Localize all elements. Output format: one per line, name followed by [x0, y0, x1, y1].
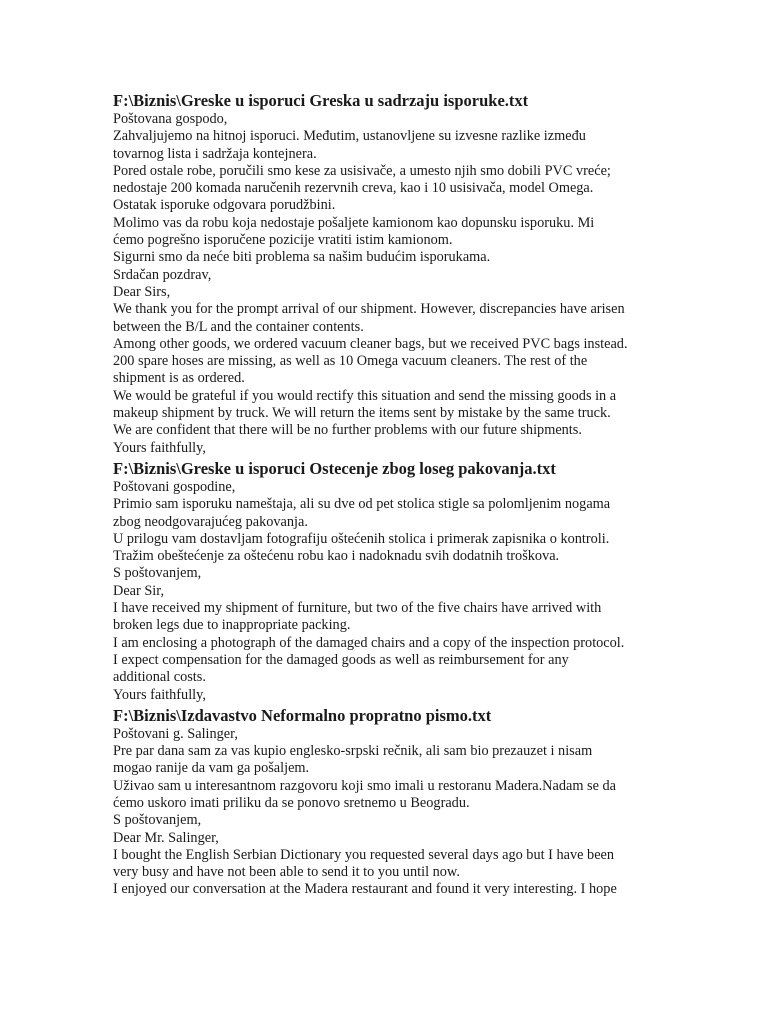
document-section-cover-letter [113, 706, 658, 899]
text-line: I have received my shipment of furniture, but two of the five chairs have arrived with [113, 600, 602, 617]
text-line: ćemo pogrešno isporučene pozicije vratiti istim kamionom. [113, 232, 453, 249]
text-line: additional costs. [113, 669, 206, 686]
text-line: Molimo vas da robu koja nedostaje pošaljete kamionom kao dopunsku isporuku. Mi [113, 214, 595, 231]
text-line: Yours faithfully, [113, 439, 206, 456]
document-section-packaging-damage [113, 459, 658, 704]
text-line: very busy and have not been able to send it to you until now. [113, 864, 460, 881]
text-line: We would be grateful if you would rectify this situation and send the missing goods in a [113, 387, 617, 404]
text-line: Pored ostale robe, poručili smo kese za usisivače, a umesto njih smo dobili PVC vreće; [113, 162, 611, 179]
text-line: Ostatak isporuke odgovara porudžbini. [113, 197, 336, 214]
text-line: makeup shipment by truck. We will return the items sent by mistake by the same truck. [113, 405, 611, 422]
file-heading: F:\Biznis\Greske u isporuci Greska u sadrzaju isporuke.txt [113, 91, 529, 110]
text-line: between the B/L and the container contents. [113, 318, 364, 335]
text-line: I bought the English Serbian Dictionary you requested several days ago but I have been [113, 846, 615, 863]
text-line: U prilogu vam dostavljam fotografiju oštećenih stolica i primerak zapisnika o kontroli. [113, 530, 610, 547]
text-line: Sigurni smo da neće biti problema sa našim budućim isporukama. [113, 249, 491, 266]
text-line: Poštovani gospodine, [113, 478, 236, 495]
file-heading: F:\Biznis\Greske u isporuci Ostecenje zbog loseg pakovanja.txt [113, 458, 556, 478]
text-line: Dear Mr. Salinger, [113, 829, 219, 846]
text-line: We thank you for the prompt arrival of our shipment. However, discrepancies have arisen [113, 301, 625, 318]
text-line: Yours faithfully, [113, 686, 206, 703]
text-line: tovarnog lista i sadržaja kontejnera. [113, 145, 317, 162]
text-line: shipment is as ordered. [113, 370, 245, 387]
text-line: We are confident that there will be no further problems with our future shipments. [113, 422, 582, 439]
text-line: I expect compensation for the damaged goods as well as reimbursement for any [113, 651, 569, 668]
text-line: Uživao sam u interesantnom razgovoru koji smo imali u restoranu Madera.Nadam se da [113, 777, 617, 794]
text-line: I am enclosing a photograph of the damaged chairs and a copy of the inspection protocol. [113, 634, 625, 651]
file-heading: F:\Biznis\Izdavastvo Neformalno propratno pismo.txt [113, 705, 492, 725]
text-line: Tražim obeštećenje za oštećenu robu kao i nadoknadu svih dodatnih troškova. [113, 548, 560, 565]
text-line: Srdačan pozdrav, [113, 266, 212, 283]
text-line: Pre par dana sam za vas kupio englesko-srpski rečnik, ali sam bio prezauzet i nisam [113, 743, 593, 760]
text-line: 200 spare hoses are missing, as well as 10 Omega vacuum cleaners. The rest of the [113, 353, 588, 370]
text-line: Primio sam isporuku nameštaja, ali su dve od pet stolica stigle sa polomljenim nogama [113, 496, 611, 513]
text-line: mogao ranije da vam ga pošaljem. [113, 760, 310, 777]
document-section-delivery-error [113, 91, 658, 457]
document-page [113, 91, 658, 899]
text-line: zbog neodgovarajućeg pakovanja. [113, 513, 308, 530]
text-line: Among other goods, we ordered vacuum cleaner bags, but we received PVC bags instead. [113, 335, 628, 352]
text-line: S poštovanjem, [113, 812, 202, 829]
text-line: Zahvaljujemo na hitnoj isporuci. Međutim, ustanovljene su izvesne razlike između [113, 128, 586, 145]
text-line: nedostaje 200 komada naručenih rezervnih creva, kao i 10 usisivača, model Omega. [113, 180, 594, 197]
text-line: I enjoyed our conversation at the Madera restaurant and found it very interesting. I hope [113, 881, 617, 898]
text-line: ćemo uskoro imati priliku da se ponovo sretnemo u Beogradu. [113, 794, 470, 811]
text-line: Dear Sirs, [113, 283, 171, 300]
text-line: Poštovani g. Salinger, [113, 725, 238, 742]
text-line: Dear Sir, [113, 582, 165, 599]
text-line: Poštovana gospodo, [113, 111, 228, 127]
text-line: S poštovanjem, [113, 565, 202, 582]
text-line: broken legs due to inappropriate packing. [113, 617, 351, 634]
